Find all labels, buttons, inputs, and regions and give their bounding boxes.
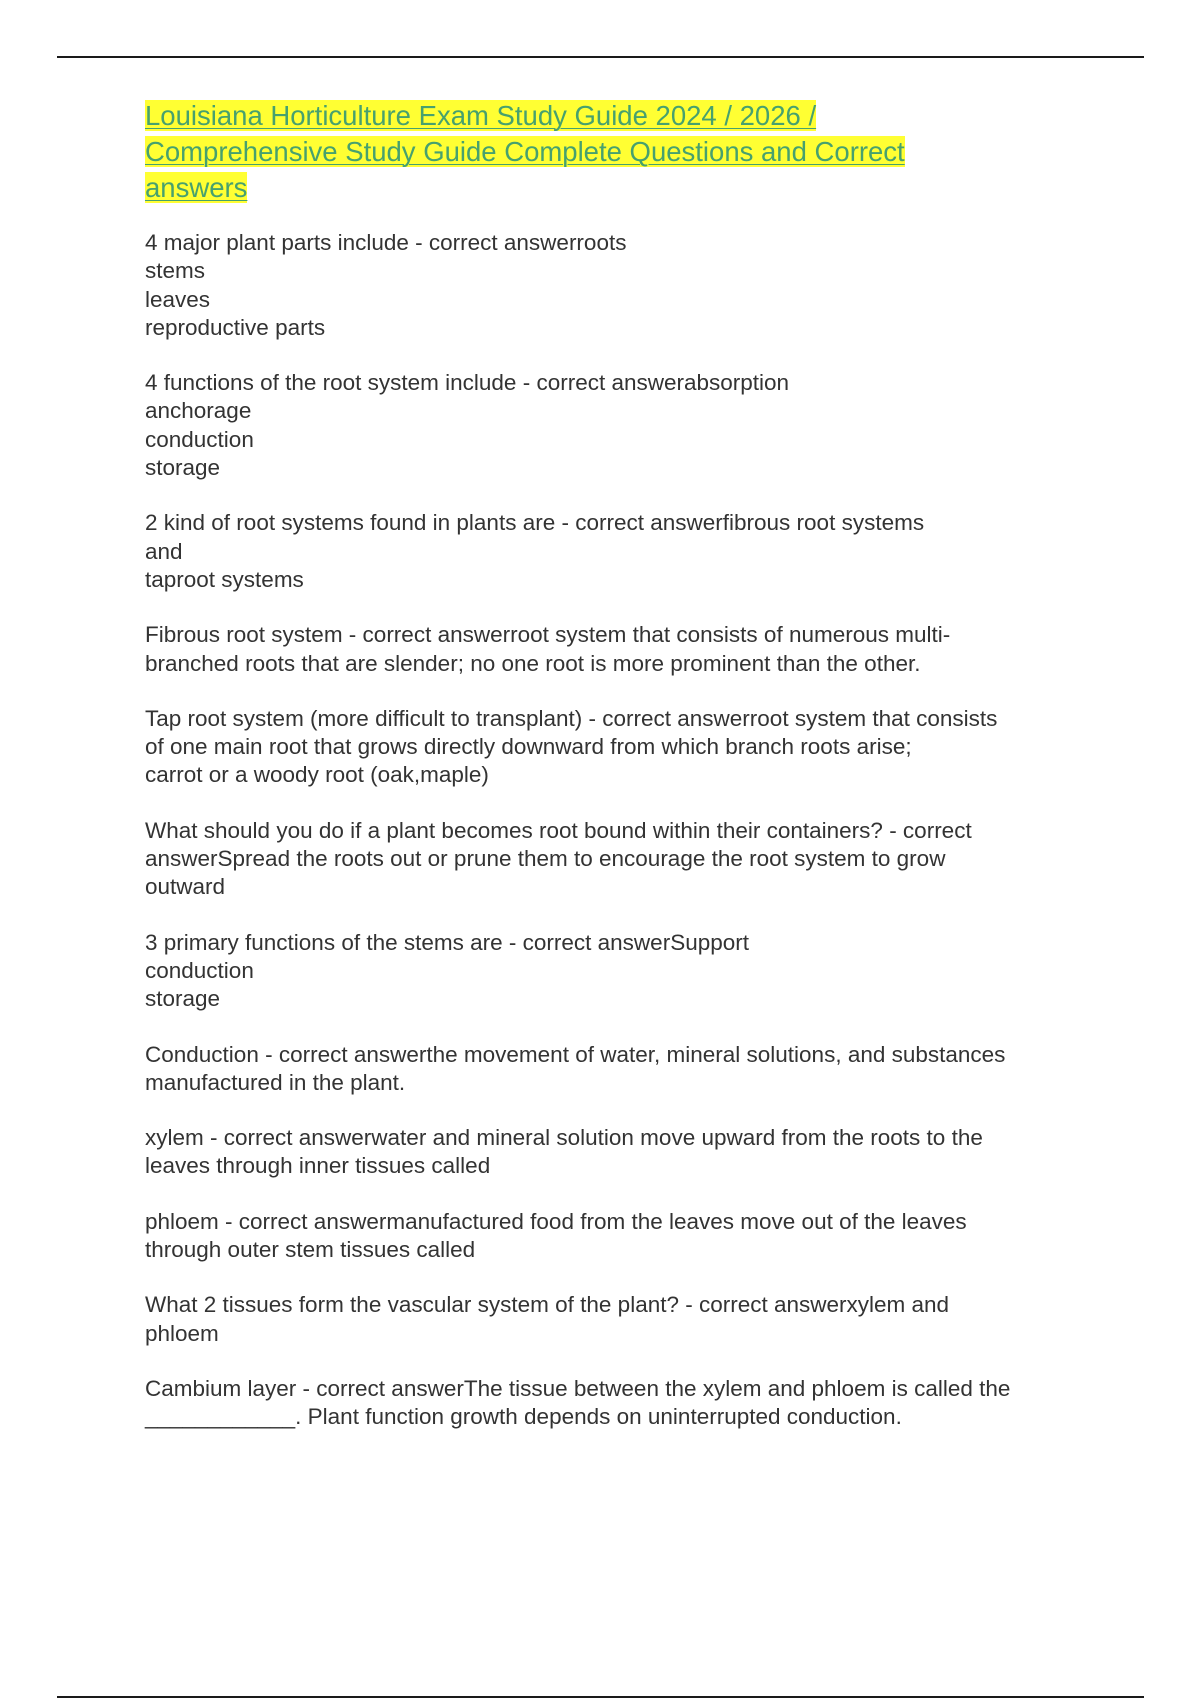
qa-line: reproductive parts [145,314,326,340]
qa-line: of one main root that grows directly downward from which branch roots arise; [145,734,912,760]
qa-line: storage [145,455,221,481]
qa-line: phloem [145,1320,219,1346]
qa-line: branched roots that are slender; no one root is more prominent than the other. [145,650,921,676]
qa-line: conduction [145,426,254,452]
footer-rule [57,1696,1144,1698]
qa-line: 4 functions of the root system include - correct answerabsorption [145,370,790,396]
qa-line: Tap root system (more difficult to transplant) - correct answerroot system that consists [145,705,998,731]
qa-line: xylem - correct answerwater and mineral solution move upward from the roots to the [145,1125,983,1151]
qa-line: taproot systems [145,566,304,592]
qa-line: Cambium layer - correct answerThe tissue between the xylem and phloem is called the [145,1375,1011,1401]
title-line[interactable]: Louisiana Horticulture Exam Study Guide 2024 / 2026 / [145,100,817,131]
qa-entry [145,621,1095,678]
qa-line: ____________. Plant function growth depends on uninterrupted conduction. [145,1404,902,1430]
qa-line: stems [145,258,206,284]
qa-entry [145,1291,1095,1348]
qa-entry [145,509,1095,594]
qa-line: and [145,538,183,564]
qa-line: carrot or a woody root (oak,maple) [145,762,489,788]
qa-line: What 2 tissues form the vascular system of the plant? - correct answerxylem and [145,1292,950,1318]
qa-line: through outer stem tissues called [145,1237,476,1263]
qa-line: 4 major plant parts include - correct answerroots [145,230,627,255]
qa-line: leaves [145,286,211,312]
qa-line: 3 primary functions of the stems are - correct answerSupport [145,929,749,955]
qa-line: Fibrous root system - correct answerroot system that consists of numerous multi- [145,622,951,648]
qa-entry [145,1208,1095,1265]
title-line[interactable]: answers [145,172,248,203]
qa-entry [145,705,1095,790]
qa-line: anchorage [145,398,252,424]
qa-line: phloem - correct answermanufactured food from the leaves move out of the leaves [145,1208,967,1234]
qa-entry [145,1375,1095,1432]
document-title[interactable] [145,98,1075,206]
qa-line: manufactured in the plant. [145,1069,406,1095]
qa-entry [145,817,1095,902]
qa-entry [145,1124,1095,1181]
qa-line: answerSpread the roots out or prune them to encourage the root system to grow [145,846,946,872]
qa-line: outward [145,874,226,900]
qa-line: storage [145,986,221,1012]
qa-line: 2 kind of root systems found in plants are - correct answerfibrous root systems [145,510,925,536]
qa-entry [145,229,1095,342]
qa-entry [145,369,1095,482]
qa-line: Conduction - correct answerthe movement of water, mineral solutions, and substances [145,1041,1006,1067]
title-line[interactable]: Comprehensive Study Guide Complete Questions and Correct [145,136,905,167]
qa-line: conduction [145,957,254,983]
qa-line: leaves through inner tissues called [145,1153,491,1179]
qa-line: What should you do if a plant becomes root bound within their containers? - correct [145,817,972,843]
qa-entry [145,1041,1095,1098]
header-rule [57,56,1144,58]
qa-list [145,229,1095,1459]
qa-entry [145,929,1095,1014]
